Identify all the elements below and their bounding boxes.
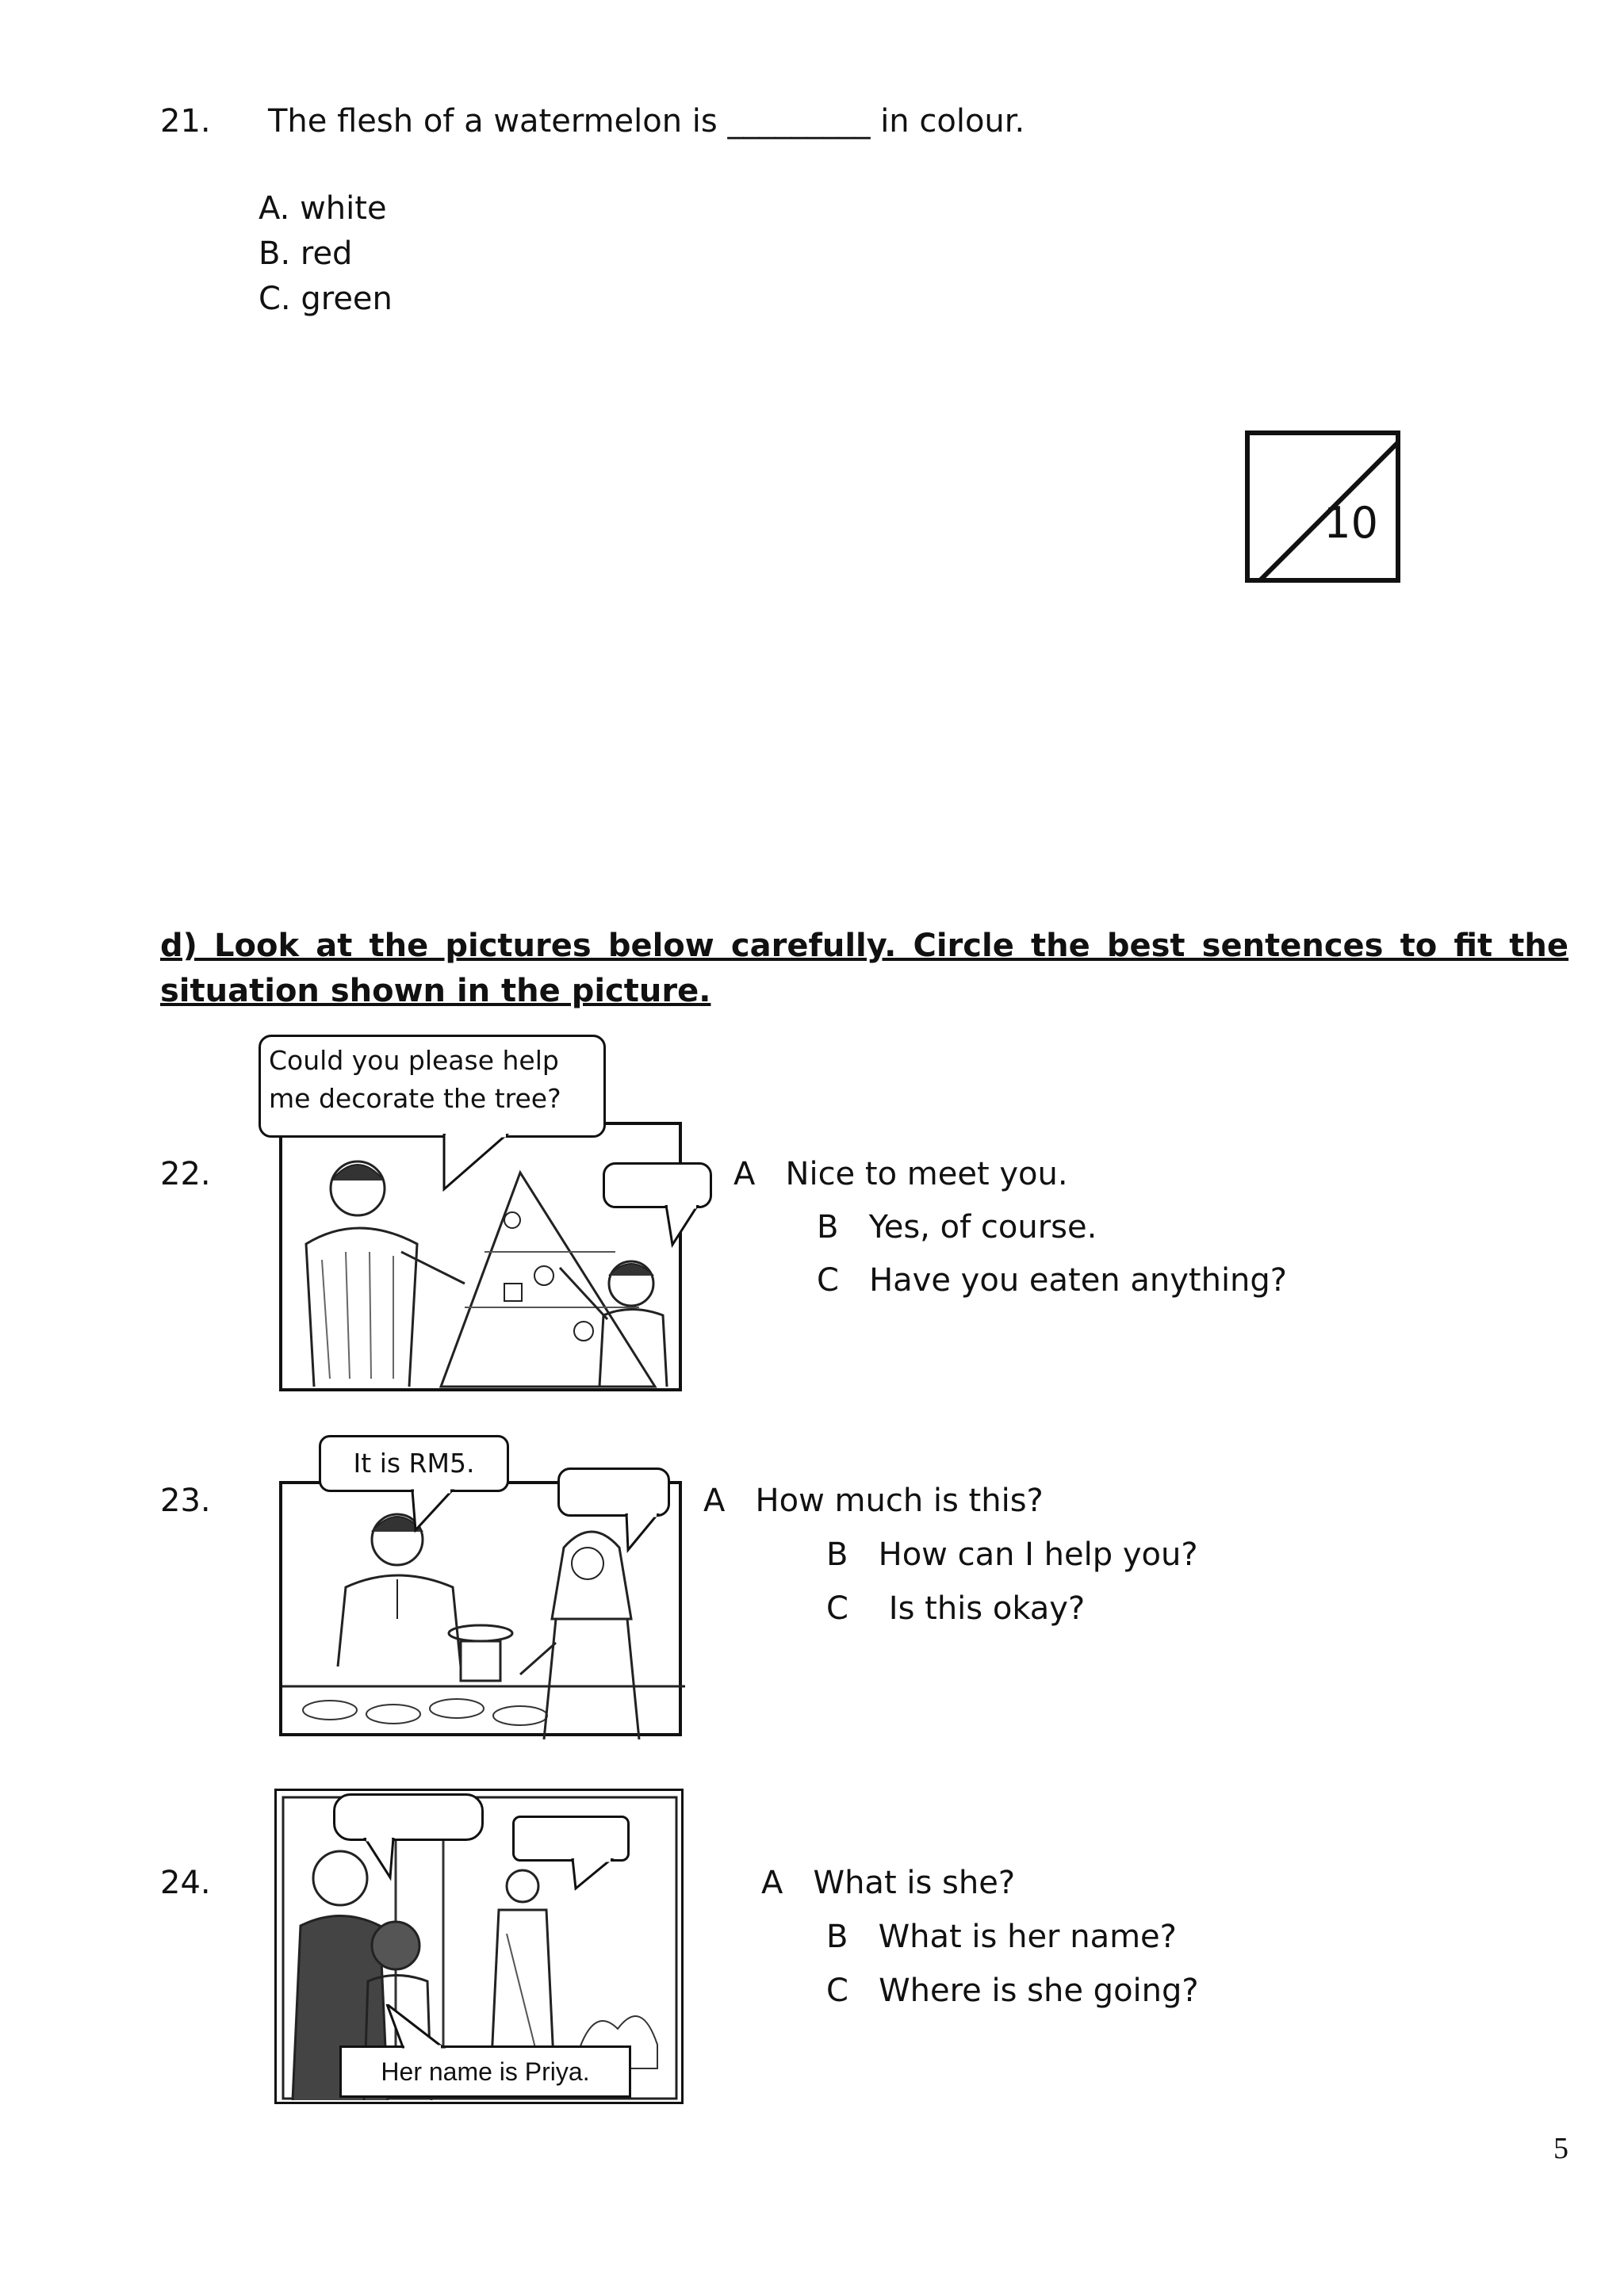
option-text: What is her name? [878, 1919, 1177, 1955]
option-letter: B [817, 1209, 839, 1246]
option-text: How much is this? [755, 1483, 1044, 1519]
page-number: 5 [1553, 2132, 1568, 2165]
question-24-left-speech-tail [358, 1838, 406, 1885]
option-text: Yes, of course. [868, 1209, 1097, 1246]
question-23-number: 23. [160, 1483, 211, 1519]
question-22-man-speech-bubble [259, 1035, 606, 1138]
question-22-number: 22. [160, 1156, 211, 1192]
option-letter: A [703, 1483, 726, 1519]
question-22-answer-bubble-tail [658, 1205, 714, 1253]
question-24-option-c[interactable] [826, 1973, 1199, 2009]
question-24-option-b[interactable] [826, 1919, 1177, 1955]
question-21-option-a[interactable]: A. white [259, 190, 387, 227]
option-text: How can I help you? [878, 1536, 1198, 1573]
option-text: What is she? [813, 1865, 1016, 1901]
question-22-option-b[interactable] [817, 1209, 1097, 1246]
question-23-answer-bubble [557, 1468, 670, 1517]
question-24-speech-text: Her name is Priya. [381, 2057, 590, 2086]
section-d-instruction: d) Look at the pictures below carefully. Circle the best sentences to fit the situation shown in the picture. [160, 928, 1568, 1009]
score-box [1245, 430, 1400, 583]
option-letter: B [826, 1536, 848, 1573]
question-22-option-a[interactable] [733, 1156, 1068, 1192]
option-letter: C [826, 1973, 848, 2009]
question-24-answer-bubble [512, 1816, 630, 1862]
question-24-left-speech-bubble [333, 1793, 484, 1841]
question-23-shopkeeper-speech-bubble [319, 1435, 509, 1492]
question-23-option-c[interactable] [826, 1590, 1085, 1627]
score-total: 10 [1323, 498, 1378, 548]
option-text: Is this okay? [888, 1590, 1086, 1627]
option-text: Where is she going? [879, 1973, 1199, 2009]
question-23-answer-bubble-tail [619, 1513, 674, 1561]
question-22-speech-tail [428, 1134, 515, 1197]
option-letter: C [817, 1262, 839, 1299]
question-24-number: 24. [160, 1865, 211, 1901]
question-22-option-c[interactable] [817, 1262, 1287, 1299]
option-text: Nice to meet you. [785, 1156, 1068, 1192]
question-23-speech-tail [404, 1489, 468, 1536]
question-24-answer-bubble-tail [565, 1858, 628, 1898]
question-24-option-a[interactable] [761, 1865, 1015, 1901]
question-23-speech-text: It is RM5. [353, 1448, 475, 1479]
question-21-option-c[interactable]: C. green [259, 281, 393, 317]
question-24-caption-box [339, 2045, 631, 2098]
question-23-option-a[interactable] [703, 1483, 1044, 1519]
option-letter: B [826, 1919, 848, 1955]
question-21-text: The flesh of a watermelon is _________ in colour. [268, 103, 1025, 140]
option-letter: C [826, 1590, 848, 1627]
question-21-number: 21. [160, 103, 211, 140]
question-22-speech-text: Could you please help me decorate the tree? [269, 1045, 561, 1114]
option-text: Have you eaten anything? [869, 1262, 1288, 1299]
question-21-option-b[interactable]: B. red [259, 235, 353, 272]
option-letter: A [761, 1865, 783, 1901]
question-22-answer-bubble [603, 1162, 712, 1208]
question-24-caption-tail [379, 2004, 458, 2052]
question-23-option-b[interactable] [826, 1536, 1198, 1573]
option-letter: A [733, 1156, 756, 1192]
